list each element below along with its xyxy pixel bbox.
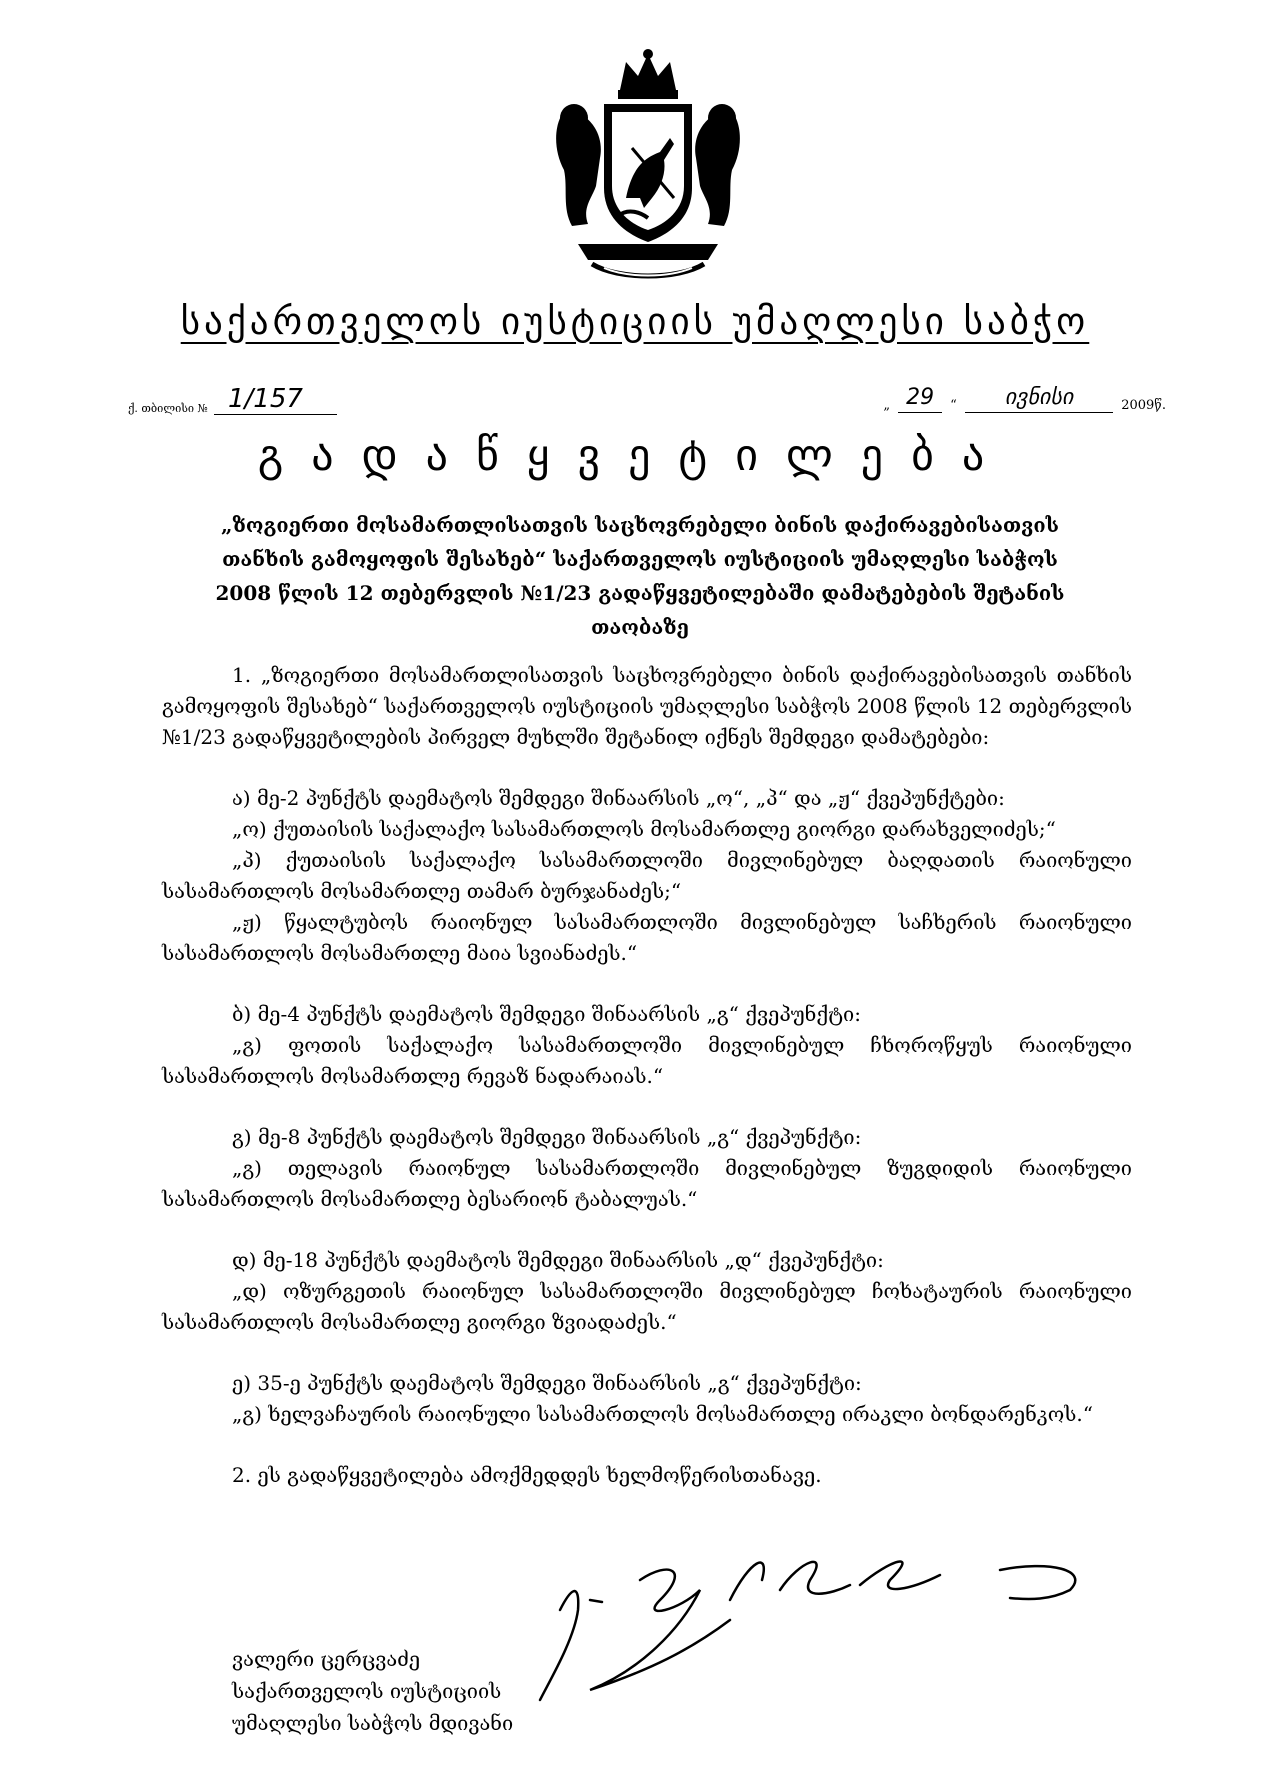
paragraph-1: 1. „ზოგიერთი მოსამართლისათვის საცხოვრებელი ბინის დაქირავებისათვის თანხის გამოყოფის შესახებ“ საქართველოს იუსტიციის უმაღლესი საბჭოს 2008 წლის 12 თებერვლის №1/23 გადაწყვეტილების პირველ მუხლში შეტანილ იქნეს შემდეგი დამატებები: [162,663,1132,749]
coat-of-arms-emblem [548,48,748,288]
number-value: 1/157 [214,384,337,415]
subpoint-d-d: „დ) ოზურგეთის რაიონულ სასამართლოში მივლინებულ ჩოხატაურის რაიონული სასამართლოს მოსამართლე გიორგი ზვიადაძეს.“ [162,1279,1132,1334]
signatory-title-line1: საქართველოს იუსტიციის [232,1679,502,1703]
decision-title: გადაწყვეტილება [257,430,1013,481]
subpoint-b-intro: ბ) მე-4 პუნქტს დაემატოს შემდეგი შინაარსის „გ“ ქვეპუნქტი: [232,1002,861,1026]
subpoint-a-zh: „ჟ) წყალტუბოს რაიონულ სასამართლოში მივლინებულ საჩხერის რაიონული სასამართლოს მოსამართლე მაია სვიანაძეს.“ [162,910,1132,965]
paragraph-2: 2. ეს გადაწყვეტილება ამოქმედდეს ხელმოწერისთანავე. [232,1463,822,1487]
document-number [128,384,337,415]
subpoint-b-g: „გ) ფოთის საქალაქო სასამართლოში მივლინებულ ჩხოროწყუს რაიონული სასამართლოს მოსამართლე რევაზ ნადარაიას.“ [162,1033,1132,1088]
subpoint-a-p: „პ) ქუთაისის საქალაქო სასამართლოში მივლინებულ ბაღდათის რაიონული სასამართლოს მოსამართლე თამარ ბურჯანაძეს;“ [162,848,1132,903]
signatory-title-line2: უმაღლესი საბჭოს მდივანი [232,1711,514,1735]
date-year: 2009წ. [1121,398,1166,413]
subpoint-e-intro: ე) 35-ე პუნქტს დაემატოს შემდეგი შინაარსის „გ“ ქვეპუნქტი: [232,1371,862,1395]
subpoint-e-g: „გ) ხელვაჩაურის რაიონული სასამართლოს მოსამართლე ირაკლი ბონდარენკოს.“ [232,1402,1093,1426]
subpoint-a-intro: ა) მე-2 პუნქტს დაემატოს შემდეგი შინაარსის „ო“, „პ“ და „ჟ“ ქვეპუნქტები: [232,786,1005,810]
decision-body [162,660,1132,1491]
date-day: 29 [898,384,942,413]
subpoint-g-g: „გ) თელავის რაიონულ სასამართლოში მივლინებულ ზუგდიდის რაიონული სასამართლოს მოსამართლე ბესარიონ ტაბალუას.“ [162,1156,1132,1211]
document-date: „ 29 “ ივნისი 2009წ. [883,385,1166,413]
subpoint-a-o: „ო) ქუთაისის საქალაქო სასამართლოს მოსამართლე გიორგი დარახველიძეს;“ [232,817,1056,841]
decision-subject: „ზოგიერთი მოსამართლისათვის საცხოვრებელი ბინის დაქირავებისათვის თანხის გამოყოფის შესახებ“ საქართველოს იუსტიციის უმაღლესი საბჭოს 2008 წლის 12 თებერვლის №1/23 გადაწყვეტილებაში დამატებების შეტანის თაობაზე [215,513,1065,639]
handwritten-signature [530,1540,1110,1710]
council-name-heading: საქართველოს იუსტიციის უმაღლესი საბჭო [180,300,1090,343]
subpoint-g-intro: გ) მე-8 პუნქტს დაემატოს შემდეგი შინაარსის „გ“ ქვეპუნქტი: [232,1125,862,1149]
subpoint-d-intro: დ) მე-18 პუნქტს დაემატოს შემდეგი შინაარსის „დ“ ქვეპუნქტი: [232,1248,884,1272]
signatory-name: ვალერი ცერცვაძე [232,1647,421,1671]
date-month: ივნისი [965,384,1113,413]
number-label: ქ. თბილისი № [128,402,208,415]
signatory-block [232,1643,513,1739]
